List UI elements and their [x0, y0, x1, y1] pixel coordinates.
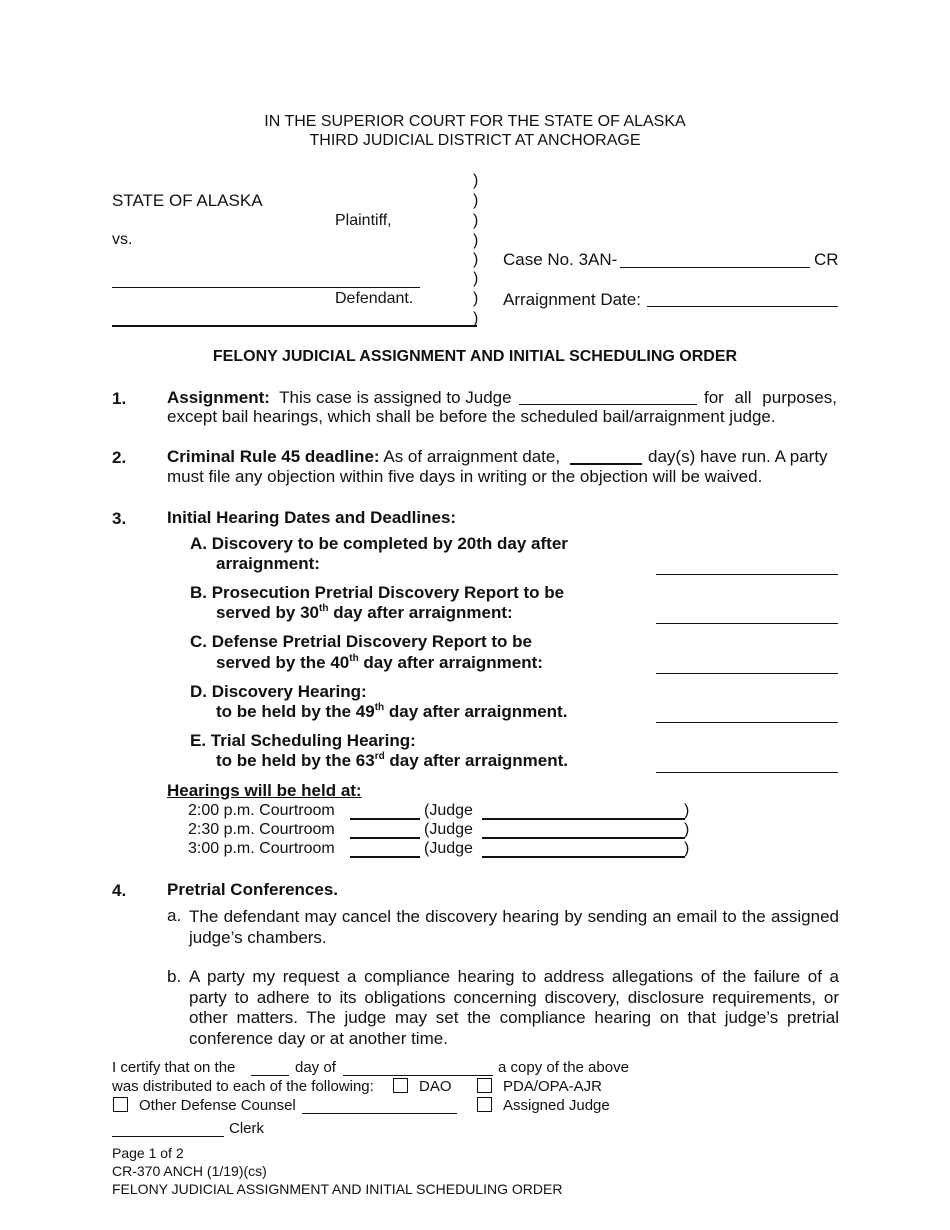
- section3-number: 3.: [112, 509, 127, 528]
- hearing-judge-label-2: (Judge: [424, 821, 473, 838]
- assigned-judge-field[interactable]: [519, 404, 697, 405]
- deadline-c-text: served by the 40: [216, 653, 350, 672]
- caption-paren: ): [473, 270, 479, 287]
- deadline-d-date-field[interactable]: [656, 722, 838, 723]
- deadline-b-line2: [216, 603, 513, 623]
- footer-page: Page 1 of 2: [112, 1145, 184, 1161]
- hearing-time-2: 2:30 p.m. Courtroom: [188, 821, 335, 838]
- court-heading-line2: THIRD JUDICIAL DISTRICT AT ANCHORAGE: [309, 132, 641, 149]
- section2-text-c: must file any objection within five days in writing or the objection will be waived.: [167, 467, 763, 486]
- section2-heading: Criminal Rule 45 deadline:: [167, 447, 380, 466]
- deadline-a-date-field[interactable]: [656, 574, 838, 575]
- deadline-c-date-field[interactable]: [656, 673, 838, 674]
- plaintiff-label: Plaintiff,: [335, 212, 392, 229]
- court-heading-line1: IN THE SUPERIOR COURT FOR THE STATE OF ALASKA: [264, 113, 686, 130]
- footer-title: FELONY JUDICIAL ASSIGNMENT AND INITIAL SCHEDULING ORDER: [112, 1181, 563, 1197]
- pda-label: PDA/OPA-AJR: [503, 1078, 602, 1095]
- caption-bottom-rule: [112, 325, 477, 327]
- section4-a-label: a.: [167, 906, 182, 925]
- pda-checkbox[interactable]: [477, 1078, 492, 1096]
- certificate-month-field[interactable]: [343, 1075, 493, 1076]
- case-number-suffix: CR: [814, 250, 839, 269]
- hearing-time-1: 2:00 p.m. Courtroom: [188, 802, 335, 819]
- assigned-judge-checkbox[interactable]: [477, 1097, 492, 1115]
- dao-checkbox[interactable]: [393, 1078, 408, 1096]
- caption-paren: ): [473, 251, 479, 268]
- certificate-line2: was distributed to each of the following:: [112, 1078, 374, 1095]
- versus-label: vs.: [112, 231, 133, 248]
- other-counsel-label: Other Defense Counsel: [139, 1097, 296, 1114]
- defendant-label: Defendant.: [335, 290, 414, 307]
- deadline-d-line2: [216, 702, 567, 722]
- courtroom-field-2[interactable]: [350, 837, 420, 839]
- section1-number: 1.: [112, 389, 127, 408]
- deadline-d-text: to be held by the 49: [216, 702, 375, 721]
- caption-paren: ): [473, 192, 479, 209]
- certificate-line1-c: a copy of the above: [498, 1059, 629, 1076]
- section1-text-a: This case is assigned to Judge: [279, 388, 512, 407]
- deadline-a-line2: arraignment:: [216, 554, 320, 573]
- plaintiff-name: STATE OF ALASKA: [112, 191, 263, 210]
- section1-text-c: except bail hearings, which shall be before the scheduled bail/arraignment judge.: [167, 407, 776, 426]
- deadline-e-date-field[interactable]: [656, 772, 838, 773]
- arraignment-date-label: Arraignment Date:: [503, 290, 641, 309]
- section1-text-b: for all purposes,: [704, 388, 837, 407]
- deadline-b-line1: B. Prosecution Pretrial Discovery Report to be: [190, 583, 565, 602]
- section2-number: 2.: [112, 448, 127, 467]
- caption-paren: ): [473, 310, 479, 327]
- assigned-judge-label: Assigned Judge: [503, 1097, 610, 1114]
- section2-text-b: day(s) have run. A party: [648, 447, 828, 466]
- deadline-c-sup: th: [349, 653, 359, 664]
- hearing-row-1: [188, 802, 335, 820]
- deadline-b-text: served by 30: [216, 603, 320, 622]
- deadline-e-line1: E. Trial Scheduling Hearing:: [190, 731, 416, 750]
- hearing-row-3: [188, 840, 335, 858]
- other-counsel-field[interactable]: [302, 1113, 457, 1114]
- section4-b-text: A party my request a compliance hearing to address allegations of the failure of a party to adhere to its obligations concerning discovery, disclosure requirements, or other matters. The judge may set the compliance hearing on that judge’s pretrial conference day or at another time.: [189, 967, 839, 1048]
- deadline-c-text2: day after arraignment:: [358, 653, 543, 672]
- defendant-name-line[interactable]: [112, 287, 420, 288]
- deadline-b-date-field[interactable]: [656, 623, 838, 624]
- deadline-d-line1: D. Discovery Hearing:: [190, 682, 367, 701]
- days-run-field[interactable]: [570, 463, 642, 465]
- clerk-label: Clerk: [229, 1120, 265, 1137]
- deadline-b-text2: day after arraignment:: [328, 603, 513, 622]
- deadline-e-text: to be held by the 63: [216, 751, 375, 770]
- assigned-judge-checkbox-box[interactable]: [477, 1097, 492, 1112]
- courtroom-field-3[interactable]: [350, 856, 420, 858]
- deadline-b-sup: th: [319, 603, 329, 614]
- certificate-line1-a: I certify that on the: [112, 1059, 236, 1076]
- hearing-judge-label-3: (Judge: [424, 840, 473, 857]
- hearing-judge-field-2[interactable]: [482, 837, 685, 839]
- section4-number: 4.: [112, 881, 127, 900]
- section2-line1: [167, 447, 560, 467]
- hearing-close-2: ): [684, 821, 690, 838]
- order-title: FELONY JUDICIAL ASSIGNMENT AND INITIAL SCHEDULING ORDER: [212, 348, 738, 365]
- section1-heading: Assignment:: [167, 388, 270, 407]
- case-number-field[interactable]: [620, 267, 810, 268]
- hearing-judge-field-3[interactable]: [482, 856, 685, 858]
- hearing-judge-label-1: (Judge: [424, 802, 473, 819]
- certificate-day-field[interactable]: [251, 1075, 289, 1076]
- hearing-close-1: ): [684, 802, 690, 819]
- section1-line1: [167, 388, 512, 408]
- footer-form-number: CR-370 ANCH (1/19)(cs): [112, 1163, 267, 1179]
- caption-paren: ): [473, 290, 479, 307]
- hearing-judge-field-1[interactable]: [482, 818, 685, 820]
- caption-paren: ): [473, 172, 479, 189]
- deadline-a-line1: A. Discovery to be completed by 20th day after: [190, 534, 568, 553]
- section4-heading: Pretrial Conferences.: [167, 880, 339, 899]
- clerk-signature-line[interactable]: [112, 1136, 224, 1137]
- hearing-row-2: [188, 821, 335, 839]
- deadline-d-sup: th: [374, 702, 385, 713]
- section3-heading: Initial Hearing Dates and Deadlines:: [167, 508, 457, 527]
- deadline-e-line2: [216, 751, 568, 771]
- caption-paren: ): [473, 212, 479, 229]
- hearing-close-3: ): [684, 840, 690, 857]
- hearings-heading: Hearings will be held at:: [167, 781, 362, 800]
- other-counsel-checkbox-box[interactable]: [113, 1097, 128, 1112]
- deadline-c-line2: [216, 653, 543, 673]
- section4-a-text: The defendant may cancel the discovery hearing by sending an email to the assigned judge’s chambers.: [189, 907, 839, 947]
- caption-paren: ): [473, 232, 479, 249]
- section4-b-label: b.: [167, 967, 182, 986]
- case-number-label: Case No. 3AN-: [503, 250, 618, 269]
- deadline-c-line1: C. Defense Pretrial Discovery Report to be: [190, 632, 533, 651]
- section2-text-a: As of arraignment date,: [383, 447, 561, 466]
- arraignment-date-field[interactable]: [647, 306, 838, 307]
- dao-checkbox-box[interactable]: [393, 1078, 408, 1093]
- pda-checkbox-box[interactable]: [477, 1078, 492, 1093]
- certificate-line1-b: day of: [295, 1059, 336, 1076]
- hearing-time-3: 3:00 p.m. Courtroom: [188, 840, 335, 857]
- deadline-d-text2: day after arraignment.: [384, 702, 568, 721]
- deadline-e-sup: rd: [374, 751, 385, 762]
- dao-label: DAO: [419, 1078, 452, 1095]
- deadline-e-text2: day after arraignment.: [384, 751, 568, 770]
- courtroom-field-1[interactable]: [350, 818, 420, 820]
- other-counsel-checkbox[interactable]: [113, 1097, 128, 1115]
